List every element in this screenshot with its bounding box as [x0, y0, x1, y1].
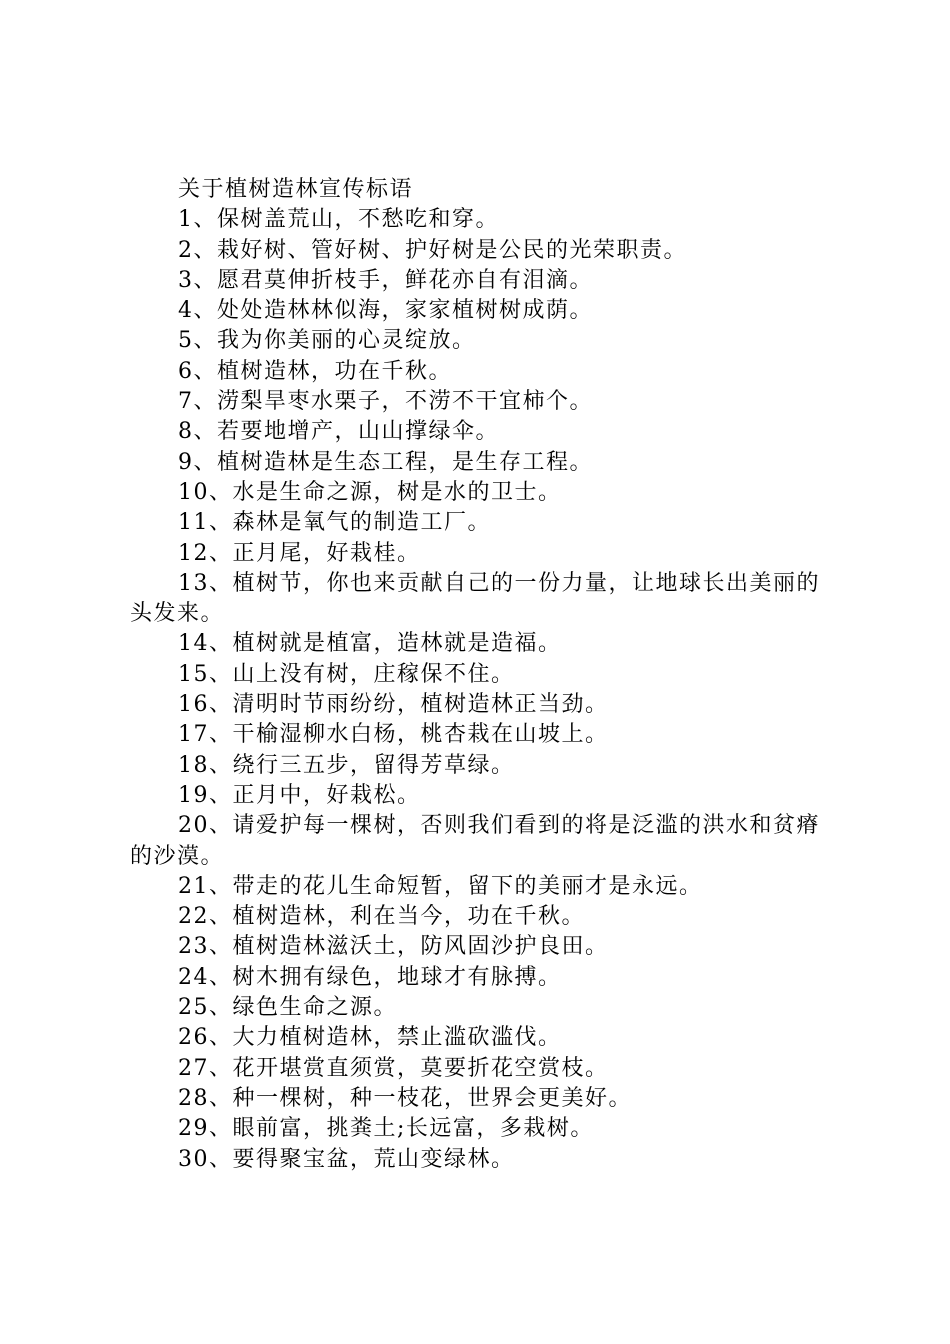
slogan-item: 25、绿色生命之源。	[178, 995, 397, 1021]
slogan-item: 2、栽好树、管好树、护好树是公民的光荣职责。	[178, 237, 687, 263]
slogan-item: 30、要得聚宝盆，荒山变绿林。	[178, 1146, 515, 1172]
slogan-item: 10、水是生命之源，树是水的卫士。	[178, 479, 562, 505]
slogan-item: 28、种一棵树，种一枝花，世界会更美好。	[178, 1085, 632, 1111]
slogan-item: 17、干榆湿柳水白杨，桃杏栽在山坡上。	[178, 722, 609, 748]
slogan-item: 26、大力植树造林，禁止滥砍滥伐。	[178, 1025, 562, 1051]
slogan-item: 9、植树造林是生态工程，是生存工程。	[178, 449, 593, 475]
slogan-item: 1、保树盖荒山，不愁吃和穿。	[178, 207, 499, 233]
document-title: 关于植树造林宣传标语	[178, 177, 414, 202]
slogan-item: 4、处处造林林似海，家家植树树成荫。	[178, 298, 593, 324]
slogan-item: 23、植树造林滋沃土，防风固沙护良田。	[178, 934, 609, 960]
slogan-item: 21、带走的花儿生命短暂，留下的美丽才是永远。	[178, 873, 703, 899]
slogan-item: 6、植树造林，功在千秋。	[178, 358, 452, 384]
slogan-item: 24、树木拥有绿色，地球才有脉搏。	[178, 964, 562, 990]
slogan-item: 12、正月尾，好栽桂。	[178, 540, 421, 566]
slogan-item: 27、花开堪赏直须赏，莫要折花空赏枝。	[178, 1055, 609, 1081]
slogan-item: 14、植树就是植富，造林就是造福。	[178, 631, 562, 657]
slogan-item: 3、愿君莫伸折枝手，鲜花亦自有泪滴。	[178, 267, 593, 293]
slogan-item: 13、植树节，你也来贡献自己的一份力量，让地球长出美丽的头发来。	[130, 570, 820, 627]
slogan-item: 16、清明时节雨纷纷，植树造林正当劲。	[178, 692, 609, 718]
slogan-item: 7、涝梨旱枣水栗子，不涝不干宜柿个。	[178, 389, 593, 415]
document-body	[130, 175, 832, 1175]
slogan-item: 11、森林是氧气的制造工厂。	[178, 510, 491, 536]
slogan-item: 15、山上没有树，庄稼保不住。	[178, 661, 515, 687]
slogan-item: 20、请爱护每一棵树，否则我们看到的将是泛滥的洪水和贫瘠的沙漠。	[130, 813, 820, 869]
slogan-item: 8、若要地增产，山山撑绿伞。	[178, 419, 499, 445]
slogan-item: 18、绕行三五步，留得芳草绿。	[178, 752, 515, 778]
slogan-item: 29、眼前富，挑粪土;长远富，多栽树。	[178, 1116, 594, 1142]
slogan-item: 19、正月中，好栽松。	[178, 782, 421, 808]
slogan-item: 22、植树造林，利在当今，功在千秋。	[178, 904, 585, 930]
slogan-item: 5、我为你美丽的心灵绽放。	[178, 328, 476, 354]
